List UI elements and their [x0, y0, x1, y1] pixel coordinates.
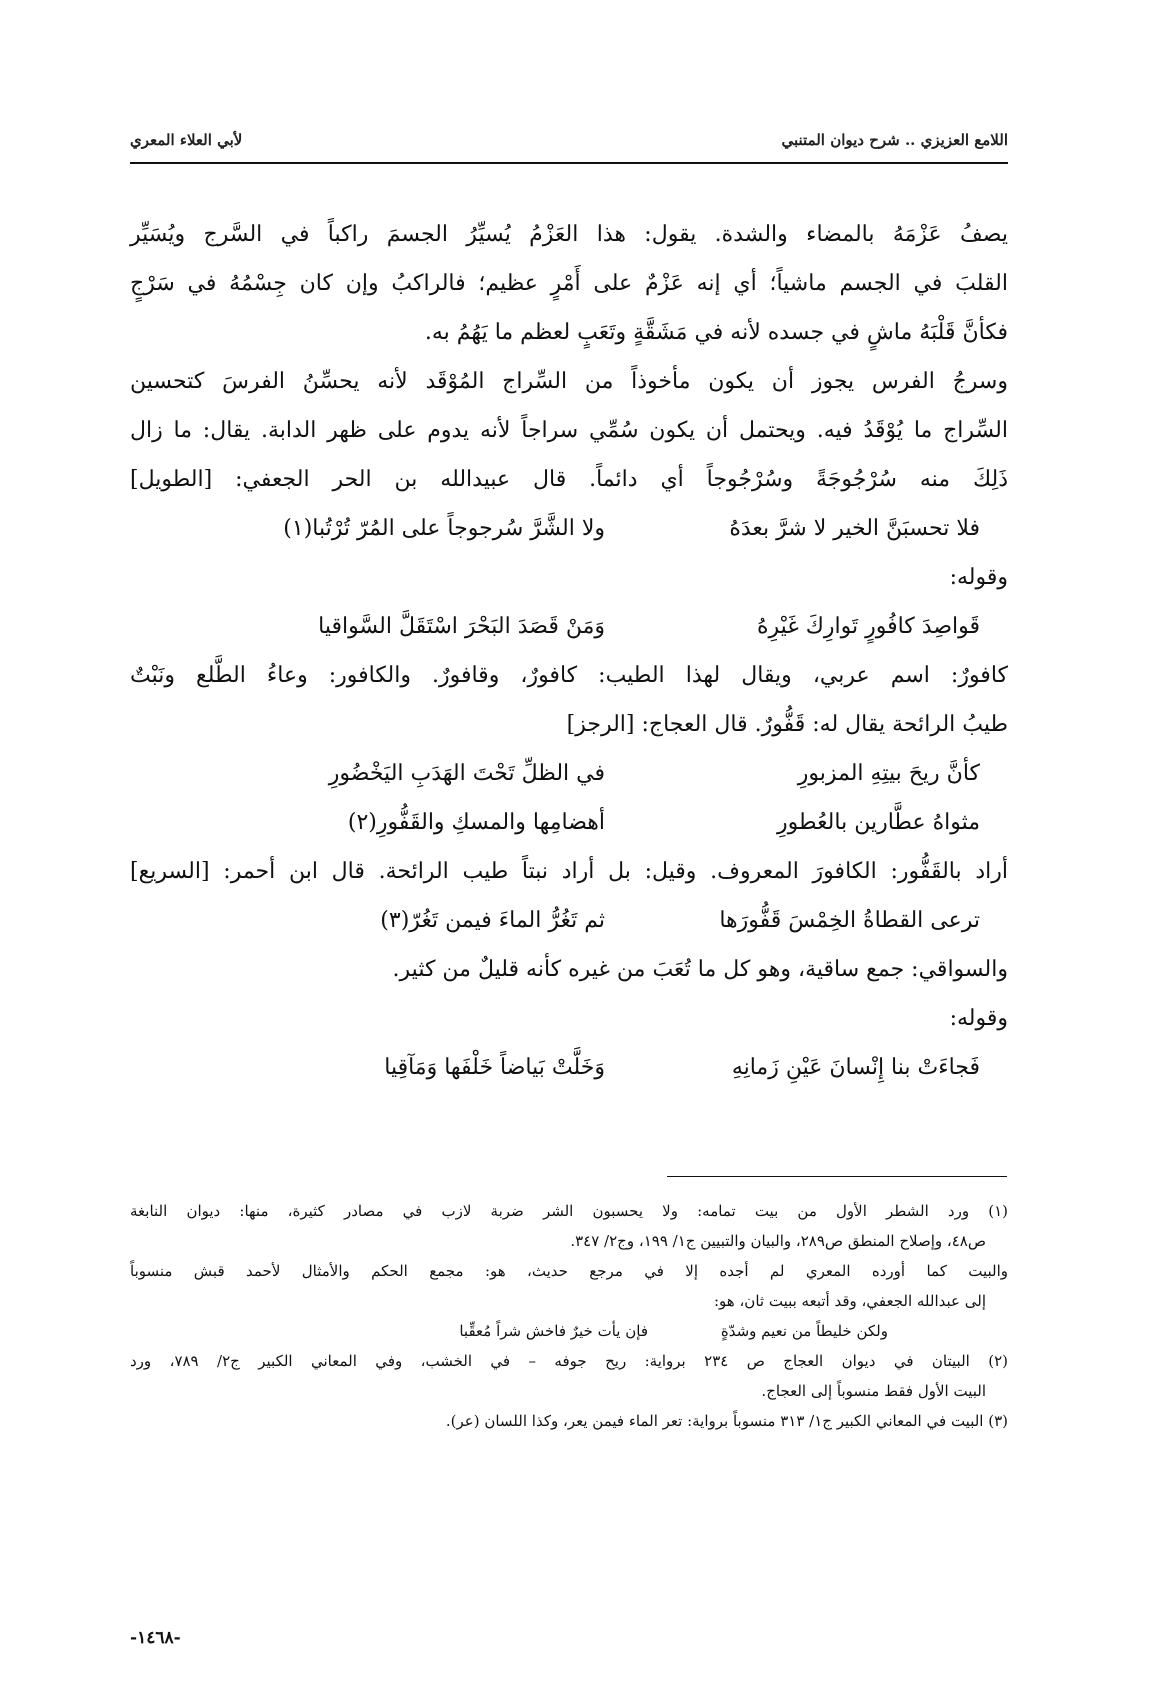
header-author: لأبي العلاء المعري — [130, 131, 243, 149]
footnote-line: ص٤٨، وإصلاح المنطق ص٢٨٩، والبيان والتبيين ج١/ ١٩٩، وج٢/ ٣٤٧. — [570, 1232, 986, 1250]
footnote-line: (٢) البيتان في ديوان العجاج ص ٢٣٤ برواية: ريح جوفه – في الخشب، وفي المعاني الكبير ج٢/ ٧٨٩، ورد — [130, 1352, 1008, 1370]
verse-second-hemistich: في الظلِّ تَحْتَ الهَدَبِ اليَخْضُورِ — [328, 761, 605, 786]
verse-second-hemistich: أهضامِها والمسكِ والقَفُّورِ(٢) — [347, 810, 605, 835]
footnotes — [130, 1196, 1008, 1436]
running-header — [130, 120, 1008, 160]
text-line: والسواقي: جمع ساقية، وهو كل ما تُعَبَ من غيره كأنه قليلٌ من كثير. — [392, 957, 1008, 982]
poem-verse — [130, 504, 1008, 553]
poem-verse — [130, 1043, 1008, 1092]
poem-verse — [130, 602, 1008, 651]
verse-second-hemistich: ثم تَغُرُّ الماءَ فيمن تَغُرّ(٣) — [380, 908, 605, 933]
text-line: فكأنَّ قَلْبَهُ ماشٍ في جسده لأنه في مَشَقَّةٍ وتَعَبٍ لعظم ما يَهُمُ به. — [424, 320, 1008, 345]
poem-verse — [130, 749, 1008, 798]
verse-first-hemistich: فَجاءَتْ بنا إِنْسانَ عَيْنِ زَمانِهِ — [731, 1055, 980, 1080]
text-line: وسرجُ الفرس يجوز أن يكون مأخوذاً من السِّراج المُوْقَد لأنه يحسِّنُ الفرسَ كتحسين — [130, 369, 1008, 394]
verse-second-hemistich: فإن يأت خيرٌ فاخش شراً مُعقِّبا — [459, 1322, 648, 1340]
header-rule — [130, 162, 1008, 164]
footnote-line: البيت الأول فقط منسوباً إلى العجاج. — [761, 1382, 986, 1400]
header-book-title: اللامع العزيزي .. شرح ديوان المتنبي — [781, 131, 1008, 149]
text-line: وقوله: — [949, 1006, 1008, 1031]
verse-second-hemistich: وَخَلَّتْ بَياضاً خَلْفَها وَمَآقِيا — [384, 1055, 605, 1080]
main-text — [130, 210, 1008, 1092]
verse-first-hemistich: فلا تحسبَنَّ الخير لا شرَّ بعدَهُ — [729, 516, 980, 541]
footnote-line: (١) ورد الشطر الأول من بيت تمامه: ولا يحسبون الشر ضربة لازب في مصادر كثيرة، منها: ديوان النابغة — [130, 1202, 1008, 1220]
text-line: وقوله: — [949, 565, 1008, 590]
verse-second-hemistich: وَمَنْ قَصَدَ البَحْرَ اسْتَقَلَّ السَّواقيا — [318, 614, 605, 639]
verse-first-hemistich: كأنَّ ريحَ بيتِهِ المزبورِ — [797, 761, 980, 786]
verse-first-hemistich: مثواهُ عطَّارين بالعُطورِ — [777, 810, 980, 835]
footnote-verse — [130, 1316, 1008, 1346]
verse-first-hemistich: قَواصِدَ كافُورٍ تَوارِكَ غَيْرِهُ — [756, 614, 980, 639]
text-line: القلبَ في الجسم ماشياً؛ أي إنه عَزْمٌ على أَمْرٍ عظيم؛ فالراكبُ وإن كان جِسْمُهُ في سَرْجٍ — [130, 271, 1008, 296]
text-line: طيبُ الرائحة يقال له: قَفُّورٌ. قال العجاج: [الرجز] — [566, 712, 1008, 737]
text-line: كافورٌ: اسم عربي، ويقال لهذا الطيب: كافورٌ، وقافورٌ. والكافور: وعاءُ الطَّلع ونَبْتٌ — [130, 663, 1008, 688]
text-line: أراد بالقَفُّور: الكافورَ المعروف. وقيل: بل أراد نبتاً طيب الرائحة. قال ابن أحمر: [السريع] — [130, 859, 1008, 884]
footnote-line: (٣) البيت في المعاني الكبير ج١/ ٣١٣ منسوباً برواية: تعر الماء فيمن يعر، وكذا اللسان (عر). — [445, 1412, 1008, 1430]
poem-verse — [130, 798, 1008, 847]
footnote-line: إلى عبدالله الجعفي، وقد أتبعه ببيت ثان، هو: — [713, 1292, 986, 1310]
text-line: يصفُ عَزْمَهُ بالمضاء والشدة. يقول: هذا العَزْمُ يُسيِّرُ الجسمَ راكباً في السَّرج ويُسَيِّر — [130, 222, 1008, 247]
verse-first-hemistich: ترعى القطاةُ الخِمْسَ قَفُّورَها — [719, 908, 980, 933]
text-line: ذَلِكَ منه سُرْجُوجَةً وسُرْجُوجاً أي دائماً. قال عبيدالله بن الحر الجعفي: [الطويل] — [130, 467, 1008, 492]
footnote-rule — [667, 1176, 1007, 1177]
footnote-line: والبيت كما أورده المعري لم أجده إلا في مرجع حديث، هو: مجمع الحكم والأمثال لأحمد قبش منسوباً — [130, 1262, 1008, 1280]
poem-verse — [130, 896, 1008, 945]
verse-first-hemistich: ولكن خليطاً من نعيم وشدّةٍ — [720, 1322, 888, 1340]
text-line: السِّراج ما يُوْقَدُ فيه. ويحتمل أن يكون سُمِّي سراجاً لأنه يدوم على ظهر الدابة. يقال: ما زال — [130, 418, 1008, 443]
verse-second-hemistich: ولا الشَّرَّ سُرجوجاً على المُرّ تُرْتُبا(١) — [283, 516, 605, 541]
page-number: -١٤٦٨- — [130, 1628, 181, 1648]
